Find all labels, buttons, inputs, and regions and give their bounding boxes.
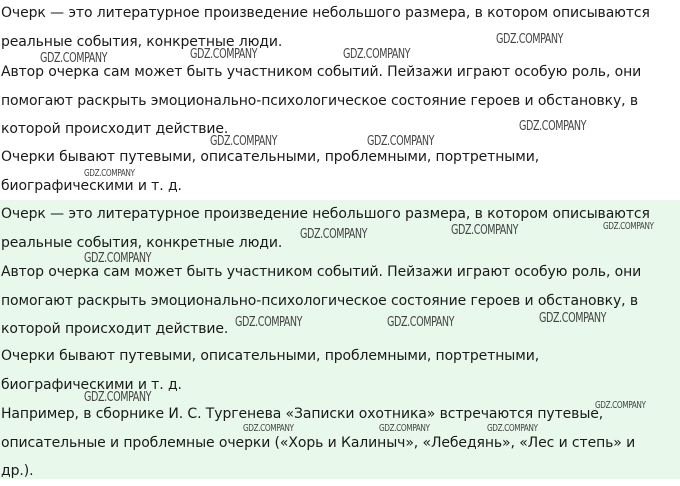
watermark: GDZ.COMPANY xyxy=(243,423,294,434)
watermark: GDZ.COMPANY xyxy=(487,423,538,434)
paragraph-definition-highlighted: Очерк — это литературное произведение небольшого размера, в котором описываются реальные события, конкретные люди. xyxy=(1,206,650,251)
watermark: GDZ.COMPANY xyxy=(367,134,435,149)
watermark: GDZ.COMPANY xyxy=(210,134,278,149)
paragraph-definition: Очерк — это литературное произведение небольшого размера, в котором описываются реальные события, конкретные люди. xyxy=(1,5,650,50)
watermark: GDZ.COMPANY xyxy=(451,223,519,238)
watermark: GDZ.COMPANY xyxy=(84,251,152,266)
watermark: GDZ.COMPANY xyxy=(84,168,135,179)
watermark: GDZ.COMPANY xyxy=(84,390,152,405)
watermark: GDZ.COMPANY xyxy=(300,227,368,242)
watermark: GDZ.COMPANY xyxy=(387,315,455,330)
watermark: GDZ.COMPANY xyxy=(539,311,607,326)
paragraph-types: Очерки бывают путевыми, описательными, проблемными, портретными, биографическими и т. д. xyxy=(1,149,540,194)
watermark: GDZ.COMPANY xyxy=(496,32,564,47)
paragraph-author: Автор очерка сам может быть участником событий. Пейзажи играют особую роль, они помогают раскрыть эмоционально-психологическое состояние героев и обстановку, в которой происходит действие. xyxy=(1,64,642,137)
watermark: GDZ.COMPANY xyxy=(40,51,108,66)
watermark: GDZ.COMPANY xyxy=(595,400,646,411)
watermark: GDZ.COMPANY xyxy=(235,315,303,330)
paragraph-example: Например, в сборнике И. С. Тургенева «Записки охотника» встречаются путевые, описательные и проблемные очерки («Хорь и Калиныч», «Лебедянь», «Лес и степь» и др.). xyxy=(1,406,636,479)
paragraph-types-highlighted: Очерки бывают путевыми, описательными, проблемными, портретными, биографическими и т. д. xyxy=(1,348,540,393)
watermark: GDZ.COMPANY xyxy=(343,47,411,62)
watermark: GDZ.COMPANY xyxy=(603,221,654,232)
watermark: GDZ.COMPANY xyxy=(190,47,258,62)
watermark: GDZ.COMPANY xyxy=(379,423,430,434)
paragraph-author-highlighted: Автор очерка сам может быть участником событий. Пейзажи играют особую роль, они помогают раскрыть эмоционально-психологическое состояние героев и обстановку, в которой происходит действие. xyxy=(1,264,642,337)
watermark: GDZ.COMPANY xyxy=(519,119,587,134)
